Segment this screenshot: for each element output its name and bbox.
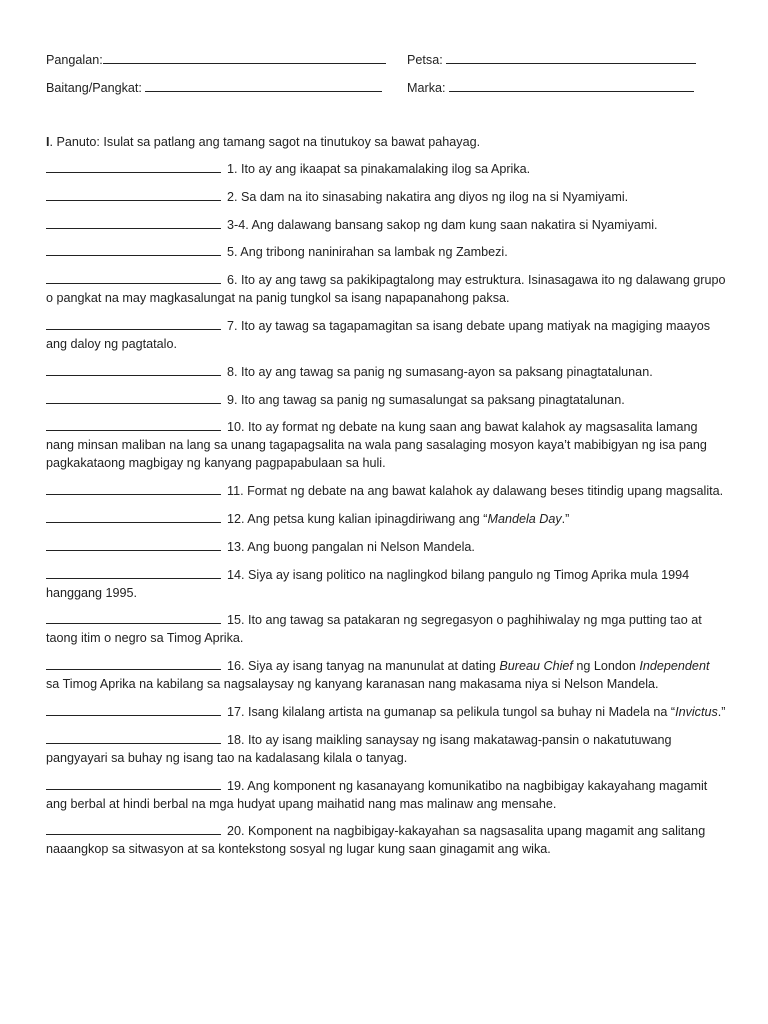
question-item: [46, 482, 726, 500]
question-text: 6. Ito ay ang tawg sa pakikipagtalong may estruktura. Isinasagawa ito ng dalawang grupo o pangkat na may magkasalungat na panig tungkol sa isang napapanahong paksa.: [46, 273, 726, 306]
question-text: ng London: [572, 659, 640, 674]
question-item: [46, 538, 726, 556]
question-item: [46, 363, 726, 381]
answer-blank[interactable]: [46, 732, 221, 744]
question-item: [46, 657, 726, 693]
question-item: [46, 188, 726, 206]
answer-blank[interactable]: [46, 392, 221, 404]
instructions-text: . Panuto: Isulat sa patlang ang tamang sagot na tinutukoy sa bawat pahayag.: [49, 135, 481, 149]
question-italic: Mandela Day: [487, 511, 562, 526]
question-item: [46, 777, 726, 813]
answer-blank[interactable]: [46, 612, 221, 624]
answer-blank[interactable]: [46, 823, 221, 835]
question-text: 9. Ito ang tawag sa panig ng sumasalungat sa paksang pinagtatalunan.: [227, 392, 625, 407]
question-item: [46, 418, 726, 472]
answer-blank[interactable]: [46, 658, 221, 670]
answer-blank[interactable]: [46, 419, 221, 431]
answer-blank[interactable]: [46, 567, 221, 579]
answer-blank[interactable]: [46, 539, 221, 551]
answer-blank[interactable]: [46, 189, 221, 201]
question-item: [46, 271, 726, 307]
answer-blank[interactable]: [46, 704, 221, 716]
question-item: [46, 391, 726, 409]
question-italic: Invictus: [675, 704, 718, 719]
question-text: .”: [717, 704, 726, 719]
answer-blank[interactable]: [46, 244, 221, 256]
question-text: 19. Ang komponent ng kasanayang komunikatibo na nagbibigay kakayahang magamit ang berbal at hindi berbal na mga hudyat upang maihatid nang mas malinaw ang mensahe.: [46, 778, 708, 811]
answer-blank[interactable]: [46, 161, 221, 173]
question-item: [46, 611, 726, 647]
question-text: 2. Sa dam na ito sinasabing nakatira ang diyos ng ilog na si Nyamiyami.: [227, 189, 629, 204]
grade-label: Baitang/Pangkat:: [46, 81, 142, 95]
question-text: 3-4. Ang dalawang bansang sakop ng dam kung saan nakatira si Nyamiyami.: [227, 217, 658, 232]
grade-field: [46, 80, 382, 96]
answer-blank[interactable]: [46, 483, 221, 495]
question-text: 17. Isang kilalang artista na gumanap sa pelikula tungol sa buhay ni Madela na “: [227, 704, 676, 719]
question-text: 1. Ito ay ang ikaapat sa pinakamalaking ilog sa Aprika.: [227, 162, 531, 176]
question-text: 20. Komponent na nagbibigay-kakayahan sa nagsasalita upang magamit ang salitang naaangkop sa sitwasyon at sa kontekstong sosyal ng lugar kung saan ginagamit ang wika.: [46, 824, 706, 857]
question-italic: Independent: [639, 659, 710, 674]
name-blank[interactable]: [103, 52, 386, 64]
question-text: 14. Siya ay isang politico na naglingkod bilang pangulo ng Timog Aprika mula 1994 hanggang 1995.: [46, 567, 690, 600]
answer-blank[interactable]: [46, 511, 221, 523]
question-text: .”: [561, 511, 570, 526]
question-item: [46, 317, 726, 353]
grade-blank[interactable]: [145, 80, 382, 92]
question-text: 11. Format ng debate na ang bawat kalahok ay dalawang beses titindig upang magsalita.: [227, 484, 724, 499]
answer-blank[interactable]: [46, 364, 221, 376]
answer-blank[interactable]: [46, 272, 221, 284]
name-field: [46, 52, 386, 68]
answer-blank[interactable]: [46, 318, 221, 330]
question-text: 5. Ang tribong naninirahan sa lambak ng Zambezi.: [227, 245, 508, 260]
question-item: [46, 510, 726, 528]
question-item: [46, 243, 726, 261]
answer-blank[interactable]: [46, 778, 221, 790]
section-numeral: I: [46, 135, 50, 149]
question-text: 10. Ito ay format ng debate na kung saan ang bawat kalahok ay magsasalita lamang nang minsan maliban na lang sa unang tagapagsalita na wala pang sasalaging mosyon kaya’t mabibigyan ng isa pang pagkakataong magbigay ng kanyang pagpapabulaan sa huli.: [46, 420, 707, 471]
question-text: 12. Ang petsa kung kalian ipinagdiriwang ang “: [227, 511, 488, 526]
score-field: [407, 80, 694, 96]
score-label: Marka:: [407, 81, 446, 95]
question-item: [46, 566, 726, 602]
answer-blank[interactable]: [46, 217, 221, 229]
question-text: 16. Siya ay isang tanyag na manunulat at dating: [227, 659, 500, 674]
instructions: [46, 135, 480, 149]
question-item: [46, 703, 726, 721]
question-item: [46, 731, 726, 767]
question-text: 8. Ito ay ang tawag sa panig ng sumasang-ayon sa paksang pinagtatalunan.: [227, 364, 653, 379]
question-list: [46, 160, 726, 868]
question-text: 7. Ito ay tawag sa tagapamagitan sa isang debate upang matiyak na magiging maayos ang daloy ng pagtatalo.: [46, 318, 711, 351]
question-text: 15. Ito ang tawag sa patakaran ng segregasyon o paghihiwalay ng mga putting tao at taong itim o negro sa Timog Aprika.: [46, 613, 702, 646]
question-text: 18. Ito ay isang maikling sanaysay ng isang makatawag-pansin o nakatutuwang pangyayari sa buhay ng isang tao na kadalasang kilala o tanyag.: [46, 732, 672, 765]
question-item: [46, 822, 726, 858]
date-blank[interactable]: [446, 52, 696, 64]
name-label: Pangalan:: [46, 53, 103, 67]
question-italic: Bureau Chief: [499, 659, 573, 674]
score-blank[interactable]: [449, 80, 694, 92]
question-item: [46, 216, 726, 234]
question-text: sa Timog Aprika na kabilang sa nagsalaysay ng kanyang karanasan nang makasama niya si Nelson Mandela.: [46, 677, 659, 692]
question-item: [46, 160, 726, 178]
date-label: Petsa:: [407, 53, 443, 67]
date-field: [407, 52, 696, 68]
question-text: 13. Ang buong pangalan ni Nelson Mandela.: [227, 539, 475, 554]
